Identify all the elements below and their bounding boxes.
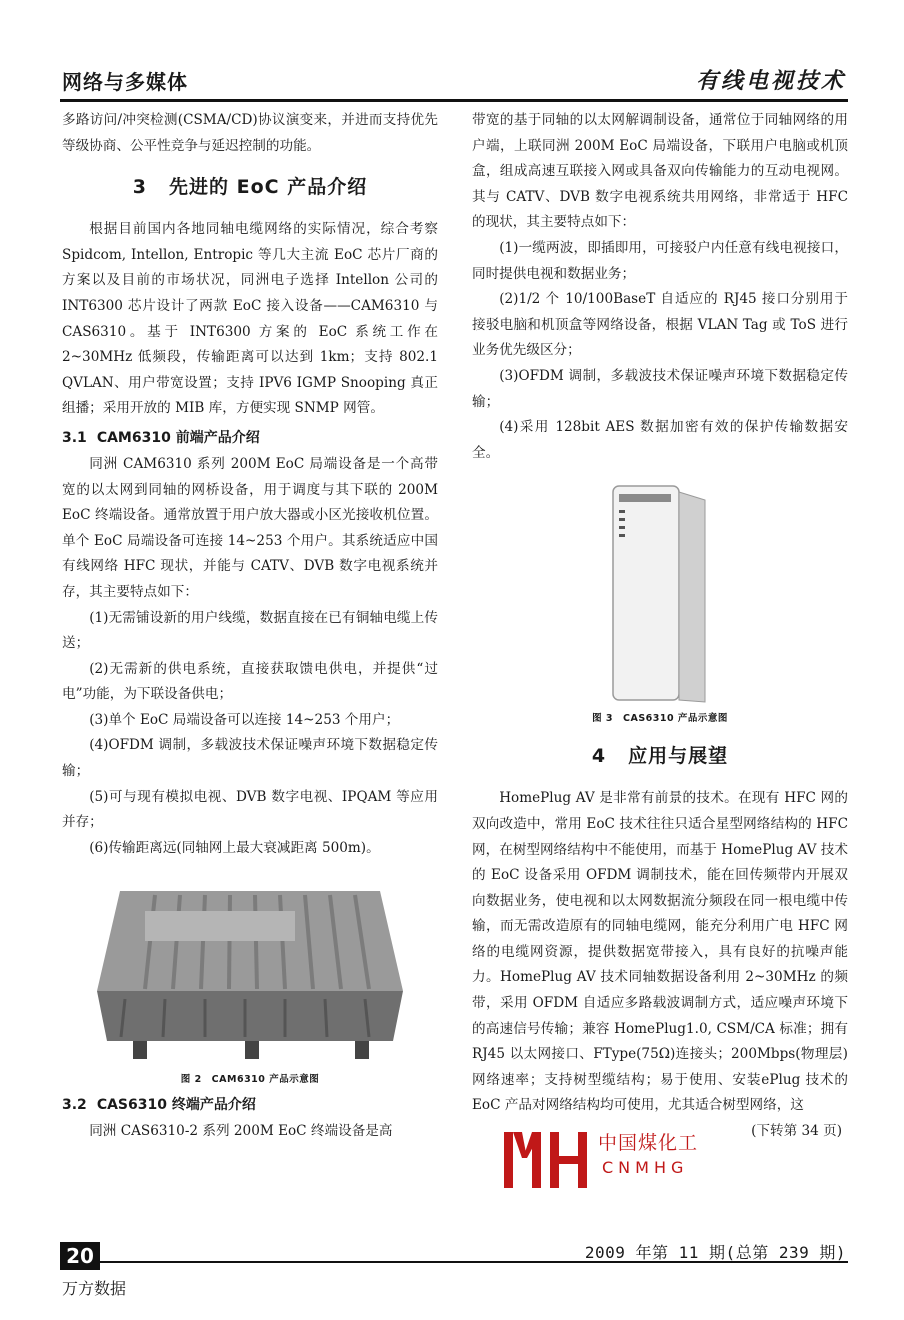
- section-3-number: 3: [132, 176, 147, 199]
- figure-3: [472, 480, 848, 728]
- subsection-3-1-title: CAM6310 前端产品介绍: [96, 429, 260, 446]
- source-label: 万方数据: [62, 1279, 127, 1298]
- section-4-number: 4: [591, 745, 607, 768]
- page-number: 20: [60, 1242, 100, 1270]
- watermark-en: CNMHG: [602, 1158, 689, 1177]
- subsection-3-2-paragraph: 同洲 CAS6310-2 系列 200M EoC 终端设备是高: [89, 1123, 393, 1140]
- section-title: 网络与多媒体: [62, 70, 188, 94]
- section-3-paragraph: 根据目前国内各地同轴电缆网络的实际情况，综合考察 Spidcom, Intellon, Entropic 等几大主流 EoC 芯片厂商的方案以及目前的市场状况，同洲电子选择 Intellon 公司的 INT6300 芯片设计了两款 EoC 接入设备——CAM6310 与 CAS6310。基于 INT6300 方案的 EoC 系统工作在 2~30MHz 低频段，传输距离可以达到 1km；支持 802.1 QVLAN、用户带宽设置；支持 IPV6 IGMP Snooping 真正组播；采用开放的 MIB 库，方便实现 SNMP 网管。: [62, 221, 438, 417]
- intro-paragraph: 多路访问/冲突检测(CSMA/CD)协议演变来，并进而支持优先等级协商、公平性竞争与延迟控制的功能。: [62, 112, 438, 154]
- watermark-cn: 中国煤化工: [598, 1132, 699, 1154]
- subsection-3-2-number: 3.2: [62, 1097, 87, 1114]
- cam6310-device-image: [85, 871, 415, 1071]
- cas6310-device-image: [605, 480, 715, 710]
- figure-2-caption: 图 2 CAM6310 产品示意图: [180, 1074, 320, 1086]
- feature-item: (3)单个 EoC 局端设备可以连接 14~253 个用户；: [89, 711, 400, 728]
- header-rule: [60, 99, 848, 102]
- section-4-heading: [472, 742, 848, 770]
- subsection-3-2-heading: [62, 1093, 438, 1117]
- section-3-title: 先进的 EoC 产品介绍: [169, 176, 368, 199]
- left-column: [62, 108, 438, 1145]
- subsection-3-1-heading: [62, 426, 438, 450]
- subsection-3-2-continued: 带宽的基于同轴的以太网解调制设备，通常位于同轴网络的用户端，上联同洲 200M EoC 局端设备，下联用户电脑或机顶盒，组成高速互联接入网或具备双向传输能力的互动电视网。其与 CATV、DVB 数字电视系统共用网络，非常适于 HFC 的现状，其主要特点如下：: [472, 112, 848, 231]
- section-3-heading: [62, 173, 438, 201]
- feature-item: (1)一缆两波，即插即用，可接驳户内任意有线电视接口，同时提供电视和数据业务；: [472, 239, 848, 282]
- feature-item: (2)无需新的供电系统，直接获取馈电供电，并提供“过电”功能，为下联设备供电；: [62, 660, 438, 703]
- subsection-3-1-paragraph: 同洲 CAM6310 系列 200M EoC 局端设备是一个高带宽的以太网到同轴的网桥设备，用于调度与其下联的 200M EoC 终端设备。通常放置于用户放大器或小区光接收机位置。单个 EoC 局端设备可连接 14~253 个用户。其系统适应中国有线网络 HFC 现状，并能与 CATV、DVB 数字电视系统并存，其主要特点如下：: [62, 455, 438, 600]
- figure-2: [62, 871, 438, 1089]
- continued-note: (下转第 34 页): [751, 1123, 842, 1140]
- section-4-paragraph: HomePlug AV 是非常有前景的技术。在现有 HFC 网的双向改造中，常用 EoC 技术往往只适合星型网络结构的 HFC 网，在树型网络结构中不能使用，而基于 HomePlug AV 技术的 EoC 设备采用 OFDM 调制技术，能在回传频带内开展双向数据业务，使电视和以太网数据流分频段在同一根电缆中传输，而无需改造原有的同轴电缆网，能充分利用广电 HFC 网络的电缆网资源，提供数据宽带接入，具有良好的抗噪声能力。HomePlug AV 技术同轴数据设备利用 2~30MHz 的频带，采用 OFDM 自适应多路载波调制方式，适应噪声环境下的高速信号传输；兼容 HomePlug1.0, CSM/CA 标准；拥有 RJ45 以太网接口、FType(75Ω)连接头；200Mbps(物理层)网络速率；支持树型缆结构；易于使用、安装ePlug 技术的 EoC 产品对网络结构均可使用，尤其适合树型网络，这: [472, 790, 848, 1114]
- issue-info: 2009 年第 11 期(总第 239 期): [584, 1243, 846, 1262]
- feature-item: (1)无需铺设新的用户线缆，数据直接在已有铜轴电缆上传送；: [62, 609, 438, 652]
- right-column: [472, 108, 848, 1145]
- feature-item: (5)可与现有模拟电视、DVB 数字电视、IPQAM 等应用并存；: [62, 788, 438, 831]
- cnmhg-logo-icon: [502, 1128, 594, 1190]
- watermark-logo: [502, 1128, 712, 1192]
- feature-item: (2)1/2 个 10/100BaseT 自适应的 RJ45 接口分别用于接驳电脑和机顶盒等网络设备，根据 VLAN Tag 或 ToS 进行业务优先级区分；: [472, 291, 848, 359]
- subsection-3-2-title: CAS6310 终端产品介绍: [96, 1097, 256, 1114]
- journal-title: 有线电视技术: [695, 68, 846, 94]
- feature-item: (4)OFDM 调制，多载波技术保证噪声环境下数据稳定传输；: [62, 737, 438, 780]
- section-4-title: 应用与展望: [628, 745, 729, 768]
- subsection-3-1-number: 3.1: [62, 429, 87, 446]
- feature-item: (4)采用 128bit AES 数据加密有效的保护传输数据安全。: [472, 419, 848, 461]
- figure-3-caption: 图 3 CAS6310 产品示意图: [592, 713, 728, 725]
- feature-item: (6)传输距离远(同轴网上最大衰减距离 500m)。: [89, 839, 380, 856]
- feature-item: (3)OFDM 调制，多载波技术保证噪声环境下数据稳定传输；: [472, 367, 848, 410]
